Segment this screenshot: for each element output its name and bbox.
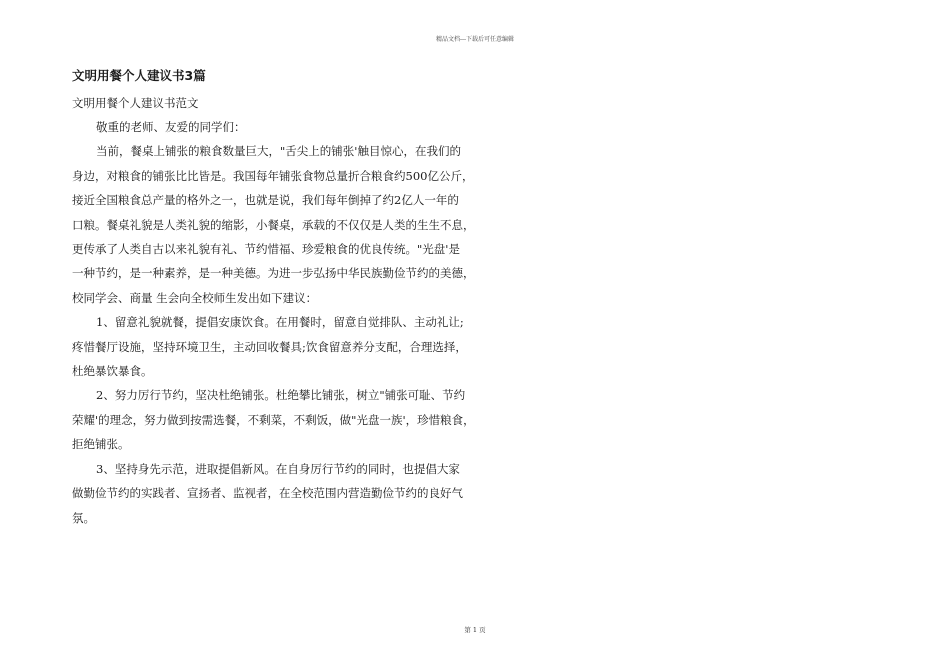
paragraph-line: 1、留意礼貌就餐，提倡安康饮食。在用餐时，留意自觉排队、主动礼让; bbox=[96, 315, 464, 330]
paragraph-line: 更传承了人类自古以来礼貌有礼、节约惜福、珍爱粮食的优良传统。"光盘'是 bbox=[72, 242, 460, 257]
document-subtitle: 文明用餐个人建议书范文 bbox=[72, 96, 199, 110]
paragraph-line: 口粮。餐桌礼貌是人类礼貌的缩影，小餐桌，承载的不仅仅是人类的生生不息， bbox=[72, 217, 475, 232]
header-note: 精品文档---下载后可任意编辑 bbox=[435, 36, 515, 43]
page-number: 第 1 页 bbox=[464, 626, 486, 634]
paragraph-line: 杜绝暴饮暴食。 bbox=[72, 364, 153, 379]
paragraph-line: 拒绝铺张。 bbox=[72, 437, 130, 452]
paragraph-line: 接近全国粮食总产量的格外之一，也就是说，我们每年倒掉了约2亿人一年的 bbox=[72, 193, 459, 208]
paragraph-line: 荣耀'的理念，努力做到按需选餐，不剩菜，不剩饭，做"光盘一族'，珍惜粮食， bbox=[72, 412, 475, 427]
paragraph bbox=[72, 310, 472, 383]
paragraph-line: 2、努力厉行节约，坚决杜绝铺张。杜绝攀比铺张，树立"铺张可耻、节约 bbox=[96, 388, 466, 403]
document-title: 文明用餐个人建议书3篇 bbox=[72, 68, 206, 83]
paragraph-line: 做勤俭节约的实践者、宣扬者、监视者，在全校范围内营造勤俭节约的良好气 bbox=[72, 486, 463, 501]
paragraph-line: 3、坚持身先示范，进取提倡新风。在自身厉行节约的同时，也提倡大家 bbox=[96, 461, 460, 476]
paragraph-line: 一种节约，是一种素养，是一种美德。为进一步弘扬中华民族勤俭节约的美德， bbox=[72, 266, 475, 281]
paragraph-line: 氛。 bbox=[72, 510, 95, 525]
paragraph-line: 当前，餐桌上铺张的粮食数量巨大，"舌尖上的铺张'触目惊心，在我们的 bbox=[96, 144, 461, 159]
paragraph-line: 疼惜餐厅设施，坚持环境卫生，主动回收餐具;饮食留意养分支配，合理选择， bbox=[72, 339, 467, 354]
paragraph bbox=[72, 457, 472, 530]
paragraph bbox=[72, 139, 475, 310]
paragraph-line: 校同学会、商量 生会向全校师生发出如下建议： bbox=[72, 290, 318, 305]
paragraph bbox=[72, 383, 475, 456]
salutation: 敬重的老师、友爱的同学们： bbox=[96, 120, 246, 134]
document-body bbox=[72, 66, 475, 530]
paragraph-line: 身边，对粮食的铺张比比皆是。我国每年铺张食物总量折合粮食约500亿公斤， bbox=[72, 168, 474, 183]
